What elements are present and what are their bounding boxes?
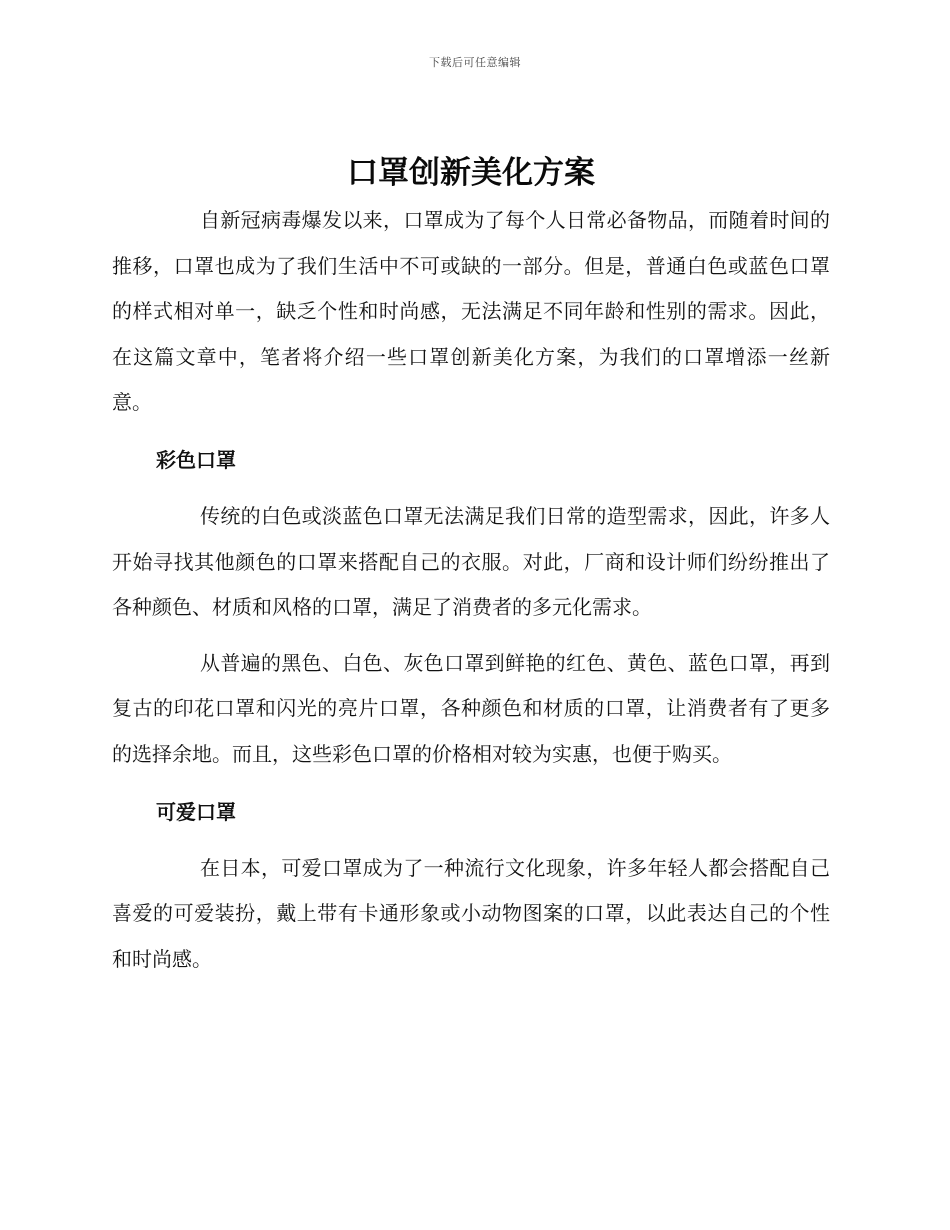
- paragraph-cute-masks-1: 在日本，可爱口罩成为了一种流行文化现象，许多年轻人都会搭配自己喜爱的可爱装扮，戴上带有卡通形象或小动物图案的口罩，以此表达自己的个性和时尚感。: [112, 855, 830, 971]
- section-heading-cute-masks: 可爱口罩: [156, 799, 236, 824]
- header-note: 下载后可任意编辑: [429, 56, 521, 69]
- intro-paragraph: 自新冠病毒爆发以来，口罩成为了每个人日常必备物品，而随着时间的推移，口罩也成为了我们生活中不可或缺的一部分。但是，普通白色或蓝色口罩的样式相对单一，缺乏个性和时尚感，无法满足不同年龄和性别的需求。因此，在这篇文章中，笔者将介绍一些口罩创新美化方案，为我们的口罩增添一丝新意。: [112, 208, 830, 415]
- paragraph-colored-masks-1: 传统的白色或淡蓝色口罩无法满足我们日常的造型需求，因此，许多人开始寻找其他颜色的口罩来搭配自己的衣服。对此，厂商和设计师们纷纷推出了各种颜色、材质和风格的口罩，满足了消费者的多元化需求。: [112, 503, 830, 620]
- paragraph-colored-masks-2: 从普遍的黑色、白色、灰色口罩到鲜艳的红色、黄色、蓝色口罩，再到复古的印花口罩和闪光的亮片口罩，各种颜色和材质的口罩，让消费者有了更多的选择余地。而且，这些彩色口罩的价格相对较为实惠，也便于购买。: [112, 650, 830, 766]
- document-body: [112, 148, 830, 982]
- document-title: 口罩创新美化方案: [347, 155, 595, 191]
- section-heading-colored-masks: 彩色口罩: [156, 447, 236, 472]
